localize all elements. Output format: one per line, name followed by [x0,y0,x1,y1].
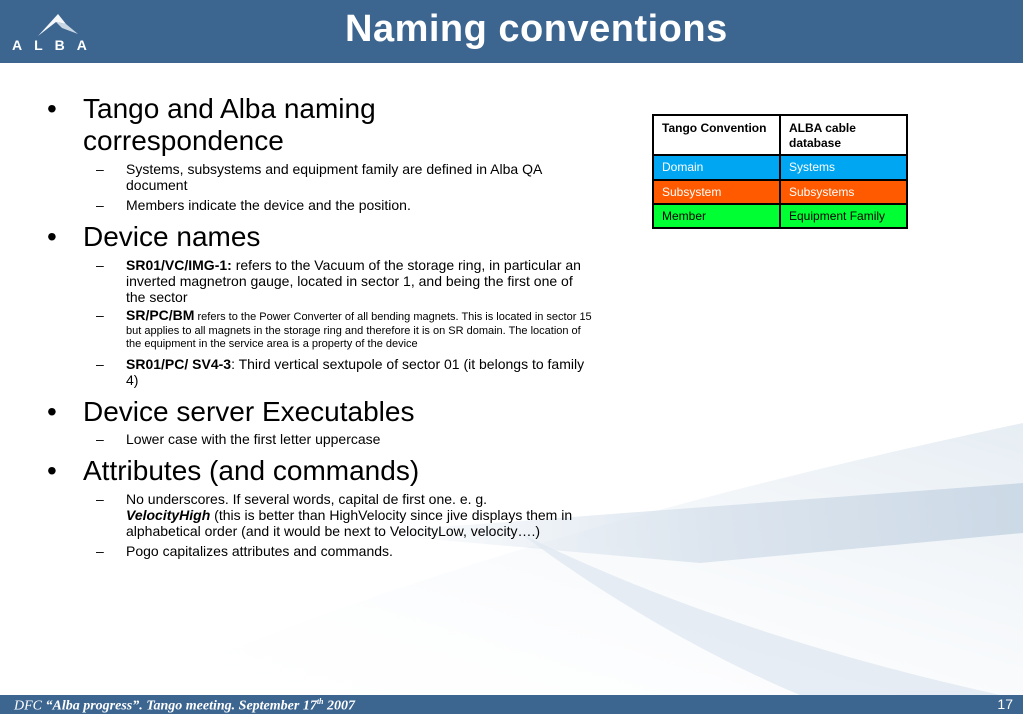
slide-body: • Tango and Alba naming correspondence – Systems, subsystems and equipment family are defined in Alba QA document – Members indicate the device and the position. • Device names – SR01/VC/IMG-1: refers to the Vacuum of the storage ring, in particular an inverted magnetron gauge, located in sector 1, and being the first one of the sector – SR/PC/BM refers to the Power Converter of all bending magnets. This is located in sector 15 but applies to all magnets in the storage ring and therefore it is on SR domain. The location of the equipment in the service area is a property of the device – SR01/PC/ SV4-3: Third vertical sextupole of sector 01 (it belongs to family 4) • Device server Executables – Lower case with the first letter uppercase • Attributes (and commands) – No underscores. If several words, capital de first one. e. g. VelocityHigh (this is better than HighVelocity since jive displays them in alphabetical order (and it would be next to VelocityLow, velocity….) – Pogo capitalizes attributes and commands. [47,93,592,559]
table-cell: Systems [780,155,907,180]
table-cell: Subsystem [653,180,780,204]
naming-correspondence-table [652,114,908,229]
table-header-row [653,115,907,155]
table-cell: Equipment Family [780,204,907,228]
table-row [653,180,907,204]
table-row [653,155,907,180]
table-cell: Subsystems [780,180,907,204]
table-header-cell: Tango Convention [653,115,780,155]
slide-footer [0,695,1023,714]
slide-title: Naming conventions [345,8,728,50]
page-number: 17 [997,696,1013,712]
table-cell: Member [653,204,780,228]
table-cell: Domain [653,155,780,180]
table-row [653,204,907,228]
table-header-cell: ALBA cable database [780,115,907,155]
footer-text: DFC “Alba progress”. Tango meeting. September 17th 2007 [14,697,355,714]
logo-text: ALBA [12,37,99,53]
